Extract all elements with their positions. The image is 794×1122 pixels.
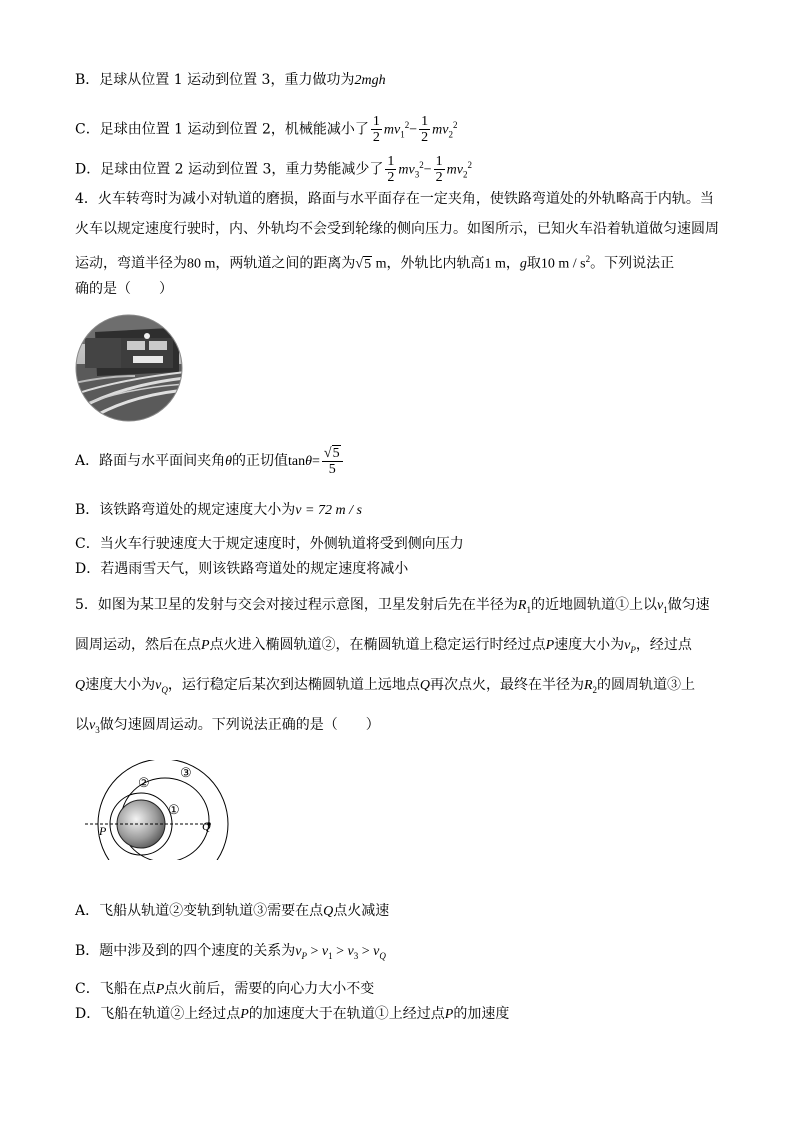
q5-stem-line1: 5．如图为某卫星的发射与交会对接过程示意图，卫星发射后先在半径为$R_1$的近地圆轨道①上以$v_1$做匀速 [75, 597, 710, 615]
q4-option-d: D．若遇雨雪天气，则该铁路弯道处的规定速度将减小 [75, 561, 409, 577]
q4-stem-line1: 4．火车转弯时为减小对轨道的磨损，路面与水平面存在一定夹角，使铁路弯道处的外轨略高于内轨。当 [75, 191, 714, 207]
q5-option-d: D．飞船在轨道②上经过点P的加速度大于在轨道①上经过点P的加速度 [75, 1006, 510, 1022]
q4-option-b: B．该铁路弯道处的规定速度大小为v = 72 m / s [75, 502, 362, 518]
label-orbit-2: ② [138, 775, 150, 790]
q4-stem-line3: 运动，弯道半径为80 m，两轨道之间的距离为√5 m，外轨比内轨高1 m，g取10 m / $s^2$。下列说法正 [75, 254, 675, 272]
q5-option-b: B．题中涉及到的四个速度的关系为$v_P > v_1 > v_3 > v_Q$ [75, 943, 386, 961]
fraction-half: $\frac{1}{2}$ [421, 114, 429, 146]
orbit-3 [98, 760, 228, 860]
fraction-sqrt5-over-5: $\frac{√5}{5}$ [322, 446, 343, 477]
q4-option-c: C．当火车行驶速度大于规定速度时，外侧轨道将受到侧向压力 [75, 536, 464, 552]
q5-stem-line3: Q速度大小为$v_Q$，运行稳定后某次到达椭圆轨道上远地点Q再次点火，最终在半径为$R_2$的圆周轨道③上 [75, 677, 696, 695]
label-orbit-3: ③ [180, 765, 192, 780]
fraction-half: $\frac{1}{2}$ [435, 154, 443, 186]
train-photo [75, 314, 183, 422]
q5-option-c: C．飞船在点P点火前后，需要的向心力大小不变 [75, 981, 375, 997]
q3-option-b: B．足球从位置 1 运动到位置 3，重力做功为2mgh [75, 72, 386, 88]
q3-option-c: C．足球由位置 1 运动到位置 2，机械能减小了 $\frac{1}{2}$ $mv_1^2-$ $\frac{1}{2}$ $mv_2^2$ [75, 114, 458, 146]
q3-option-d: D．足球由位置 2 运动到位置 3，重力势能减少了 $\frac{1}{2}$ $mv_3^2-$ $\frac{1}{2}$ $mv_2^2$ [75, 154, 472, 186]
label-point-p: P [99, 824, 107, 838]
fraction-half: $\frac{1}{2}$ [387, 154, 395, 186]
label-orbit-1: ① [168, 802, 180, 817]
q4-option-a: A．路面与水平面间夹角θ的正切值tanθ= $\frac{√5}{5}$ [75, 445, 345, 478]
fraction-half: $\frac{1}{2}$ [372, 114, 380, 146]
q5-stem-line2: 圆周运动，然后在点P点火进入椭圆轨道②，在椭圆轨道上稳定运行时经过点P速度大小为$v_P$，经过点 [75, 637, 692, 655]
q4-stem-line4: 确的是（ ） [75, 281, 173, 297]
q5-option-a: A．飞船从轨道②变轨到轨道③需要在点Q点火减速 [75, 903, 390, 919]
q4-stem-line2: 火车以规定速度行驶时，内、外轨均不会受到轮缘的侧向压力。如图所示，已知火车沿着轨道做匀速圆周 [75, 221, 719, 237]
q5-stem-line4: 以$v_3$做匀速圆周运动。下列说法正确的是（ ） [75, 717, 380, 735]
orbit-diagram [83, 760, 233, 860]
label-point-q: Q [202, 819, 211, 833]
